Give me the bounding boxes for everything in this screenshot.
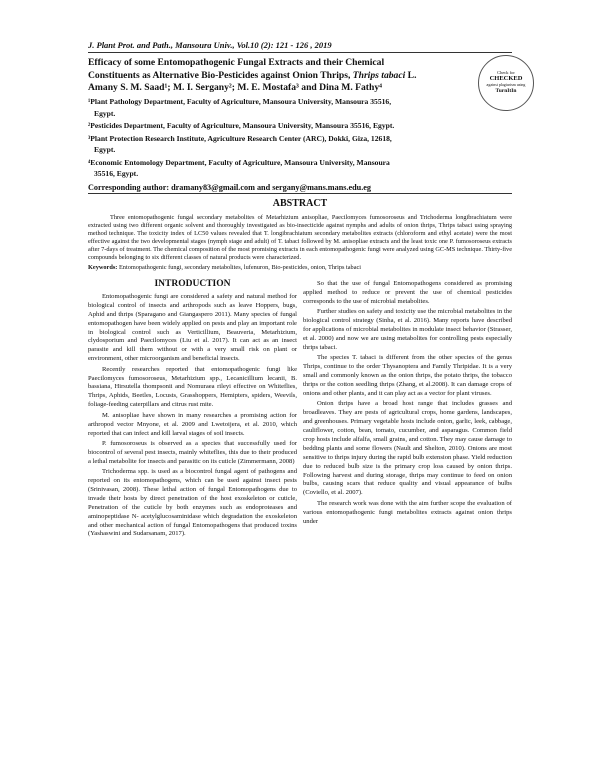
abstract-heading: ABSTRACT bbox=[272, 198, 328, 209]
paragraph: Recently researches reported that entomopathogenic fungi like Paecilomyces fumosoroseus, Metarhizium spp., Lecanicillium lecanii, B. bassiana, Hirsutella thompsonii and Nomuraea rileyi effective on Whiteflies, Thrips, Aphids, Beetles, Locusts, Grasshoppers, Hemipters, spiders, Weevils, foliage-feeding caterpillars and citrus rust mite. bbox=[88, 365, 297, 409]
header-rule bbox=[88, 52, 512, 53]
affiliation-3: ³Plant Protection Research Institute, Agriculture Research Center (ARC), Dokki, Giza, 12618, Egypt. bbox=[88, 133, 392, 154]
affiliation-4: ⁴Economic Entomology Department, Faculty of Agriculture, Mansoura University, Mansoura 35516, Egypt. bbox=[88, 157, 390, 178]
left-column bbox=[88, 280, 297, 541]
author-list: Amany S. M. Saad¹; M. I. Sergany²; M. E. Mostafa³ and Dina M. Fathy⁴ bbox=[88, 82, 382, 93]
title-species: Thrips tabaci bbox=[352, 69, 406, 81]
affiliations bbox=[88, 96, 508, 193]
title-line-1: Efficacy of some Entomopathogenic Fungal Extracts and their Chemical bbox=[88, 57, 385, 68]
paragraph: The species T. tabaci is different from the other species of the genus Thrips, continue to the order Thysanoptera and Family Thripidae. It is a very small and commonly known as the onion thrips, the potato thrips, the tobacco thrips or the cotton seedling thrips (Zhang, et al.2008). It can damage crops of onions and other plants, and it can play act as a vector for plant viruses. bbox=[303, 354, 512, 397]
title-line-2-end: L. bbox=[405, 69, 417, 81]
badge-line-2: CHECKED bbox=[489, 75, 523, 82]
affiliation-1: ¹Plant Pathology Department, Faculty of Agriculture, Mansoura University, Mansoura 35516, Egypt. bbox=[88, 97, 392, 118]
abstract-text: Three entomopathogenic fungal secondary metabolites of Metarhizium anisopliae, Paecilomyces fumosoroseus and Trichoderma longibrachiatum were extracted using two different organic solvent and thoroughly investigated as bio-insecticide against nymphs and adults of onion thrips, Thrips tabaci using spraying method technique. The toxicity index of LC50 values revealed that T. longibrachiatum secondary metabolites extracts (chloroform and ethyl acetate) were the most effective against the two developmental stages (nymph stage and adult) of T. tabaci followed by M. anisopliae extracts and the least toxic one P. fumosoroseus extracts after 7-days of treatment. The chemical composition of the most promising extracts in each entomopathogenic fungi were analyzed using GC-MS technique. Thirty-five compounds belonging to six different classes of natural products were characterized. bbox=[88, 214, 512, 262]
paragraph: The research work was done with the aim further scope the evaluation of various entomopathogenic fungi metabolites extracts against onion thrips under bbox=[303, 499, 512, 525]
paper-title bbox=[88, 57, 488, 82]
keywords bbox=[88, 264, 512, 272]
journal-header: J. Plant Prot. and Path., Mansoura Univ., Vol.10 (2): 121 - 126 , 2019 bbox=[88, 40, 332, 50]
paragraph: M. anisopliae have shown in many researches a promising action for arthropod vector Mnyone, et al. 2009 and Lwetoijera, et al. 2010, which reported that can infect and kill larval stages of soil insects. bbox=[88, 411, 297, 437]
paragraph: So that the use of fungal Entomopathogens considered as promising applied method to reduce or prevent the use of chemical pesticides corresponds to the use of microbial metabolites. bbox=[303, 280, 512, 305]
introduction-heading: INTRODUCTION bbox=[154, 279, 231, 289]
paragraph: Trichoderma spp. is used as a biocontrol fungal agent of pathogens and reported on its entomopathogens, which can be used against insect pests (Srinivasan, 2008). These lethal action of fungal Entomopathogens due to invade their hosts by direct penetration of the host exoskeleton or cuticle, Penetration of the cuticle by both enzymes such as endoproteases and aminopeptidase N- acetylglucosaminidase which degradation the exoskeleton and other mechanical action of fungal Entomopathogens that produced toxins (Yashaswini and Sudarsanam, 2017). bbox=[88, 468, 297, 538]
badge-line-3: against plagiarism using bbox=[486, 82, 526, 87]
title-line-2: Constituents as Alternative Bio-Pesticides against Onion Thrips, bbox=[88, 69, 353, 81]
abstract bbox=[88, 214, 512, 272]
paragraph: Entomopathogenic fungi are considered a safety and natural method for biological control of insects and arthropods such as leave Hoppers, bugs, Aphid and thrips (Sparagano and Giangaspero 2011). Many species of fungal entomopathogen have been widely applied on pests and play an important role in biological control such as Verticillium, Beauveria, Metarhizium, clydosporium and Paecilomyces (Liu et al. 2017). It can act as an insect parasite and kill them without or with a very small risk on plant or environment, other microorganism and beneficial insects. bbox=[88, 292, 297, 363]
abstract-top-rule bbox=[88, 193, 512, 194]
paragraph: Onion thrips have a broad host range that includes grasses and broadleaves. They are pests of agricultural crops, home gardens, landscapes, and greenhouses. Primary vegetable hosts include onion, garlic, leek, cabbage, cauliflower, cotton, bean, tomato, cucumber, and asparagus. Common field crop hosts include alfalfa, small grains, and cotton. They may cause damage to bedding plants and some flowers (Nault and Shelton, 2010). Onions are most sensitive to thrips injury during the rapid bulb extension phase. Yield reduction due to reduced bulb size is the primary crop loss caused by onion thrips. Following harvest and during storage, thrips may continue to feed on onion bulbs, causing scars that reduce quality and visual appearance of bulbs (Coviello, et al. 2007). bbox=[303, 400, 512, 497]
paragraph: P. fumosoroseus is observed as a species that successfully used for biocontrol of several pest insects, mainly whiteflies, this due to their produced a lethal metabolite for insects and parasitic on its cuticle (Zimmermann, 2008) bbox=[88, 439, 297, 465]
keywords-text: Entomopathogenic fungi, secondary metabolites, lufenuron, Bio-pesticides, onion, Thrips tabaci bbox=[117, 263, 362, 271]
badge-line-1: Check for bbox=[497, 70, 515, 75]
badge-line-4: TurnItIn bbox=[495, 88, 517, 94]
corresponding-author: Corresponding author: dramany83@gmail.com and sergany@mans.mans.edu.eg bbox=[88, 182, 372, 192]
affiliation-2: ²Pesticides Department, Faculty of Agriculture, Mansoura University, Mansoura 35516, Egypt. bbox=[88, 121, 395, 130]
right-column bbox=[303, 280, 512, 528]
keywords-label: Keywords: bbox=[88, 263, 118, 271]
paragraph: Further studies on safety and toxicity use the microbial metabolites in the biological control strategy (Sinha, et al. 2016). Many reports have described for applications of microbial metabolites in modulate insect behavior (Strasser, et al. 2000) and now we are using metabolites for controlling pests especially thrips tabaci. bbox=[303, 308, 512, 351]
